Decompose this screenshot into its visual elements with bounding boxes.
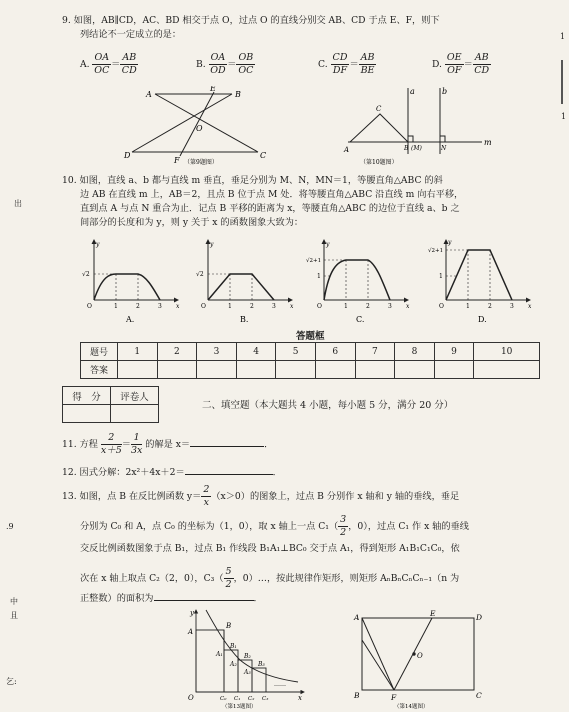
svg-text:C: C xyxy=(476,691,482,700)
answer-cell[interactable] xyxy=(474,361,540,379)
answer-number: 4 xyxy=(236,343,276,361)
svg-text:1: 1 xyxy=(344,303,348,310)
fraction: $\frac{OB}{OC}$ xyxy=(238,52,254,76)
fig10-label-n: N xyxy=(441,145,447,152)
margin-char-3: 中 xyxy=(10,597,18,606)
fig9-label-b: B xyxy=(235,90,241,99)
svg-text:C₀: C₀ xyxy=(220,696,227,702)
q13-line3: 交反比例函数图象于点 B₁，过点 B₁ 作线段 B₁A₁⊥BC₀ 交于点 A₁，得到矩形 A₁B₁C₁C₀，依 xyxy=(80,543,460,554)
answer-number: 10 xyxy=(474,343,540,361)
q10-text1: 如图，直线 a、b 都与直线 m 垂直，垂足分别为 M、N，MN＝1，等腰直角△ABC 的斜 xyxy=(79,175,443,186)
fig9-label-f: F xyxy=(174,156,180,165)
q10-number: 10. xyxy=(62,175,77,186)
svg-text:（第13题图）: （第13题图） xyxy=(222,704,257,710)
grader-header: 评卷人 xyxy=(111,387,159,405)
figure-10 xyxy=(342,84,492,174)
answer-table-header: 题号 xyxy=(81,343,118,361)
answer-number: 1 xyxy=(118,343,158,361)
svg-text:y: y xyxy=(190,609,194,617)
fraction: $\frac{5}{2}$ xyxy=(225,566,232,590)
graph-c-label: C. xyxy=(356,315,365,324)
graph-c xyxy=(306,240,410,324)
fig9-caption: （第9题图） xyxy=(184,159,218,166)
svg-text:C₁: C₁ xyxy=(234,696,241,702)
svg-text:1: 1 xyxy=(466,303,470,310)
q12: 12. 因式分解：2x²＋4x＋2＝ ． xyxy=(62,467,282,478)
svg-text:x: x xyxy=(298,694,302,702)
fig9-label-o: O xyxy=(196,124,203,133)
graph-b-label: B. xyxy=(240,315,249,324)
answer-number: 7 xyxy=(355,343,395,361)
grader-cell[interactable] xyxy=(111,405,159,423)
score-cell[interactable] xyxy=(63,405,111,423)
q10-line1 xyxy=(62,174,443,187)
option-letter: C. xyxy=(318,59,328,70)
q13-line4: 次在 x 轴上取点 C₂（2，0），C₃（ $\frac{5}{2}$ ，0）…，按此规律作矩形，则矩形 AₙBₙCₙCₙ₋₁（n 为 xyxy=(80,566,460,590)
answer-table xyxy=(80,342,540,379)
svg-text:B₃: B₃ xyxy=(258,661,265,668)
fig9-label-e: E xyxy=(210,86,216,93)
answer-cell[interactable] xyxy=(315,361,355,379)
svg-text:2: 2 xyxy=(488,303,492,310)
figure-14 xyxy=(350,610,490,710)
svg-text:B₂: B₂ xyxy=(244,653,251,660)
fig10-label-m-point: (M) xyxy=(411,145,422,152)
svg-text:x: x xyxy=(528,303,532,310)
q9-option-d: D. $\frac{OE}{OF}$ ＝ $\frac{AB}{CD}$ xyxy=(432,52,490,76)
svg-text:2: 2 xyxy=(136,303,140,310)
svg-text:O: O xyxy=(439,303,444,310)
answer-table-answer-row xyxy=(81,361,540,379)
svg-text:x: x xyxy=(290,303,294,310)
q12-answer-blank[interactable] xyxy=(185,474,273,475)
svg-text:√2: √2 xyxy=(82,271,90,278)
fig10-label-c: C xyxy=(376,105,382,113)
graph-a-label: A. xyxy=(126,315,135,324)
graph-d xyxy=(428,239,532,324)
svg-text:1: 1 xyxy=(439,273,443,280)
fraction: $\frac{3}{2}$ xyxy=(340,514,347,538)
q10-line3: 直到点 A 与点 N 重合为止．记点 B 平移的距离为 x，等腰直角△ABC 的边位于直线 a、b 之 xyxy=(80,203,460,214)
answer-number: 9 xyxy=(434,343,474,361)
fraction: $\frac{OA}{OD}$ xyxy=(210,52,226,76)
fraction: $\frac{OA}{OC}$ xyxy=(94,52,110,76)
margin-char-4: 且 xyxy=(10,611,18,620)
figure-13 xyxy=(186,606,310,710)
svg-text:A₂: A₂ xyxy=(230,661,237,668)
svg-text:B₁: B₁ xyxy=(230,643,237,650)
svg-text:O: O xyxy=(201,303,206,310)
q9-stem-line2: 列结论不一定成立的是： xyxy=(80,29,182,40)
svg-text:C₃: C₃ xyxy=(262,696,269,702)
q11-suffix: 的解是 x＝ xyxy=(145,439,191,450)
fraction: $\frac{OE}{OF}$ xyxy=(446,52,462,76)
svg-text:B: B xyxy=(226,622,232,630)
option-letter: D. xyxy=(432,59,442,70)
fig9-label-a: A xyxy=(146,90,152,99)
fig10-label-b-point: B xyxy=(404,145,409,152)
fraction: $\frac{CD}{DF}$ xyxy=(332,52,348,76)
margin-char-2: .9 xyxy=(6,522,14,531)
option-letter: A. xyxy=(80,59,90,70)
q10-line2: 边 AB 在直线 m 上，AB＝2，且点 B 位于点 M 处．将等腰直角△ABC 沿直线 m 向右平移， xyxy=(80,189,464,200)
margin-right-2: 1 xyxy=(561,112,567,121)
fraction: $\frac{1}{3x}$ xyxy=(130,432,143,456)
answer-number: 5 xyxy=(276,343,316,361)
graph-a xyxy=(82,240,180,324)
margin-border-mark xyxy=(561,60,569,104)
svg-text:O: O xyxy=(188,694,194,702)
svg-text:O: O xyxy=(417,652,423,660)
score-header: 得 分 xyxy=(63,387,111,405)
q11-answer-blank[interactable] xyxy=(190,446,264,447)
fig9-label-c: C xyxy=(260,151,267,160)
margin-right-1: 1 xyxy=(560,32,566,41)
answer-cell[interactable] xyxy=(197,361,237,379)
answer-table-header: 答案 xyxy=(81,361,118,379)
fig10-label-a: a xyxy=(410,87,415,96)
fig10-label-m: m xyxy=(484,138,492,147)
section-2-title: 二、填空题（本大题共 4 小题，每小题 5 分，满分 20 分） xyxy=(202,400,454,411)
answer-box-title: 答题框 xyxy=(296,331,325,342)
svg-text:3: 3 xyxy=(388,303,392,310)
q10-graphs xyxy=(82,236,552,328)
answer-number: 6 xyxy=(315,343,355,361)
svg-text:B: B xyxy=(354,691,360,700)
answer-cell[interactable] xyxy=(157,361,197,379)
answer-number: 3 xyxy=(197,343,237,361)
q13-line5: 正整数）的面积为 ． xyxy=(80,593,263,604)
svg-text:√2+1: √2+1 xyxy=(306,258,322,264)
fraction: $\frac{2}{x}$ xyxy=(203,484,210,508)
svg-text:（第14题图）: （第14题图） xyxy=(394,704,429,710)
svg-text:3: 3 xyxy=(272,303,276,310)
svg-text:y: y xyxy=(96,241,100,248)
q11: 11. 方程 $\frac{2}{x+5}$ ＝ $\frac{1}{3x}$ 的解是 x＝ ． xyxy=(62,432,274,456)
q13-answer-blank[interactable] xyxy=(154,600,254,601)
svg-text:A: A xyxy=(188,628,194,636)
answer-cell[interactable] xyxy=(118,361,158,379)
svg-text:1: 1 xyxy=(228,303,232,310)
q10-line4: 间部分的长度和为 y，则 y 关于 x 的函数图象大致为： xyxy=(80,217,304,228)
fraction: $\frac{2}{x+5}$ xyxy=(100,432,122,456)
svg-text:C₂: C₂ xyxy=(248,696,255,702)
q9-line1: 如图，AB∥CD，AC、BD 相交于点 O，过点 O 的直线分别交 AB、CD 于点 E、F，则下 xyxy=(73,15,440,26)
answer-cell[interactable] xyxy=(236,361,276,379)
q11-prefix: 方程 xyxy=(79,439,98,450)
answer-cell[interactable] xyxy=(276,361,316,379)
svg-text:√2: √2 xyxy=(196,271,204,278)
svg-text:O: O xyxy=(87,303,92,310)
q9-number: 9. xyxy=(62,15,71,26)
score-table xyxy=(62,386,159,423)
q13-line2: 分别为 C₀ 和 A，点 C₀ 的坐标为（1，0），取 x 轴上一点 C₁（ $\frac{3}{2}$ ，0），过点 C₁ 作 x 轴的垂线 xyxy=(80,514,469,538)
svg-text:1: 1 xyxy=(114,303,118,310)
fig9-label-d: D xyxy=(124,151,131,160)
answer-number: 2 xyxy=(157,343,197,361)
option-letter: B. xyxy=(196,59,206,70)
answer-cell[interactable] xyxy=(355,361,395,379)
q13-line1: 13. 如图，点 B 在反比例函数 y＝ $\frac{2}{x}$ （x＞0）的图象上，过点 B 分别作 x 轴和 y 轴的垂线，垂足 xyxy=(62,484,460,508)
svg-text:O: O xyxy=(317,303,322,310)
fraction: $\frac{AB}{BE}$ xyxy=(360,52,375,76)
q9-option-a: A. $\frac{OA}{OC}$ ＝ $\frac{AB}{CD}$ xyxy=(80,52,137,76)
answer-number: 8 xyxy=(395,343,435,361)
fig10-caption: （第10题图） xyxy=(360,159,398,166)
svg-text:1: 1 xyxy=(317,273,321,280)
svg-text:y: y xyxy=(210,241,214,248)
answer-cell[interactable] xyxy=(434,361,474,379)
svg-text:A₁: A₁ xyxy=(216,651,223,658)
q13-number: 13. xyxy=(62,491,77,502)
q12-text: 因式分解：2x²＋4x＋2＝ xyxy=(79,467,185,478)
graph-b xyxy=(196,240,294,324)
svg-text:y: y xyxy=(448,239,452,246)
svg-text:√2+1: √2+1 xyxy=(428,248,444,254)
fraction: $\frac{AB}{CD}$ xyxy=(474,52,490,76)
fraction: $\frac{AB}{CD}$ xyxy=(121,52,137,76)
q9-option-c: C. $\frac{CD}{DF}$ ＝ $\frac{AB}{BE}$ xyxy=(318,52,375,76)
figure-9 xyxy=(122,86,272,170)
svg-text:y: y xyxy=(326,241,330,248)
q9-stem xyxy=(62,14,440,27)
svg-text:x: x xyxy=(176,303,180,310)
fig10-label-a-point: A xyxy=(344,146,350,154)
svg-text:2: 2 xyxy=(250,303,254,310)
svg-text:3: 3 xyxy=(510,303,514,310)
svg-text:3: 3 xyxy=(158,303,162,310)
margin-char-1: 出 xyxy=(14,199,22,208)
answer-cell[interactable] xyxy=(395,361,435,379)
svg-text:E: E xyxy=(430,610,436,618)
q9-option-b: B. $\frac{OA}{OD}$ ＝ $\frac{OB}{OC}$ xyxy=(196,52,254,76)
margin-char-5: 乞: xyxy=(6,677,17,686)
q11-number: 11. xyxy=(62,439,77,450)
svg-text:……: …… xyxy=(274,681,286,688)
svg-text:2: 2 xyxy=(366,303,370,310)
svg-text:D: D xyxy=(476,613,483,622)
q12-number: 12. xyxy=(62,467,77,478)
answer-table-number-row xyxy=(81,343,540,361)
svg-text:x: x xyxy=(406,303,410,310)
svg-text:A: A xyxy=(354,613,360,622)
svg-text:A₃: A₃ xyxy=(244,669,251,676)
svg-text:F: F xyxy=(391,693,397,702)
graph-d-label: D. xyxy=(478,315,487,324)
fig10-label-b: b xyxy=(442,87,448,96)
